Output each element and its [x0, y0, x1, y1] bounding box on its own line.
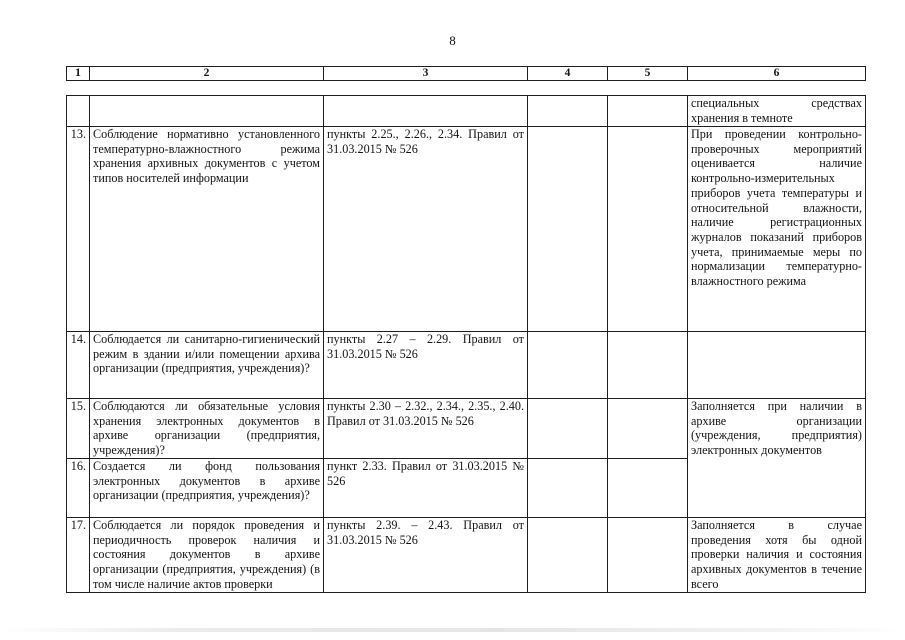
- row-number: 17.: [67, 518, 90, 593]
- note-cell: При проведении контрольно-проверочных мероприятий оценивается наличие контрольно-измерительных приборов учета температуры и относительной влажности, наличие регистрационных журналов показаний приборов учета, принимаемые меры по нормализации температурно-влажностного режима: [688, 127, 866, 332]
- row-number: 13.: [67, 127, 90, 332]
- note-cell: Заполняется при наличии в архиве организации (учреждения, предприятия) электронных документов: [688, 399, 866, 518]
- table-row: [67, 127, 866, 332]
- header-col-2: 2: [90, 67, 324, 81]
- question-cell: Соблюдение нормативно установленного температурно-влажностного режима хранения архивных документов с учетом типов носителей информации: [90, 127, 324, 332]
- row-number: [67, 96, 90, 127]
- col5-cell[interactable]: [608, 332, 688, 399]
- reference-cell: пункты 2.25., 2.26., 2.34. Правил от 31.03.2015 № 526: [324, 127, 528, 332]
- col4-cell[interactable]: [528, 518, 608, 593]
- header-col-4: 4: [528, 67, 608, 81]
- row-number: 15.: [67, 399, 90, 459]
- col5-cell[interactable]: [608, 127, 688, 332]
- header-row: [67, 67, 866, 81]
- header-col-1: 1: [67, 67, 90, 81]
- question-cell: Соблюдаются ли обязательные условия хранения электронных документов в архиве организации (предприятия, учреждения)?: [90, 399, 324, 459]
- reference-cell: пункт 2.33. Правил от 31.03.2015 № 526: [324, 459, 528, 518]
- col4-cell[interactable]: [528, 399, 608, 459]
- col4-cell[interactable]: [528, 96, 608, 127]
- row-number: 16.: [67, 459, 90, 518]
- reference-cell: пункты 2.30 – 2.32., 2.34., 2.35., 2.40. Правил от 31.03.2015 № 526: [324, 399, 528, 459]
- table-row: [67, 518, 866, 593]
- col4-cell[interactable]: [528, 332, 608, 399]
- reference-cell: [324, 96, 528, 127]
- note-cell: Заполняется в случае проведения хотя бы одной проверки наличия и состояния архивных документов в течение всего: [688, 518, 866, 593]
- note-cell: специальных средствах хранения в темноте: [688, 96, 866, 127]
- reference-cell: пункты 2.27 – 2.29. Правил от 31.03.2015 № 526: [324, 332, 528, 399]
- col5-cell[interactable]: [608, 459, 688, 518]
- checklist-table: [66, 95, 866, 593]
- question-cell: Создается ли фонд пользования электронных документов в архиве организации (предприятия, учреждения)?: [90, 459, 324, 518]
- col4-cell[interactable]: [528, 127, 608, 332]
- reference-cell: пункты 2.39. – 2.43. Правил от 31.03.2015 № 526: [324, 518, 528, 593]
- header-col-5: 5: [608, 67, 688, 81]
- question-cell: [90, 96, 324, 127]
- header-col-6: 6: [688, 67, 866, 81]
- column-number-header: [66, 66, 866, 81]
- col5-cell[interactable]: [608, 96, 688, 127]
- col4-cell[interactable]: [528, 459, 608, 518]
- table-row: [67, 399, 866, 459]
- col5-cell[interactable]: [608, 518, 688, 593]
- question-cell: Соблюдается ли санитарно-гигиенический режим в здании и/или помещении архива организации (предприятия, учреждения)?: [90, 332, 324, 399]
- scan-artifact-line: [0, 628, 905, 632]
- table-row: [67, 332, 866, 399]
- col5-cell[interactable]: [608, 399, 688, 459]
- header-col-3: 3: [324, 67, 528, 81]
- note-cell: [688, 332, 866, 399]
- row-number: 14.: [67, 332, 90, 399]
- page-number: 8: [449, 33, 456, 48]
- question-cell: Соблюдается ли порядок проведения и периодичность проверок наличия и состояния документов в архиве организации (предприятия, учреждения) (в том числе наличие актов проверки: [90, 518, 324, 593]
- table-row: [67, 96, 866, 127]
